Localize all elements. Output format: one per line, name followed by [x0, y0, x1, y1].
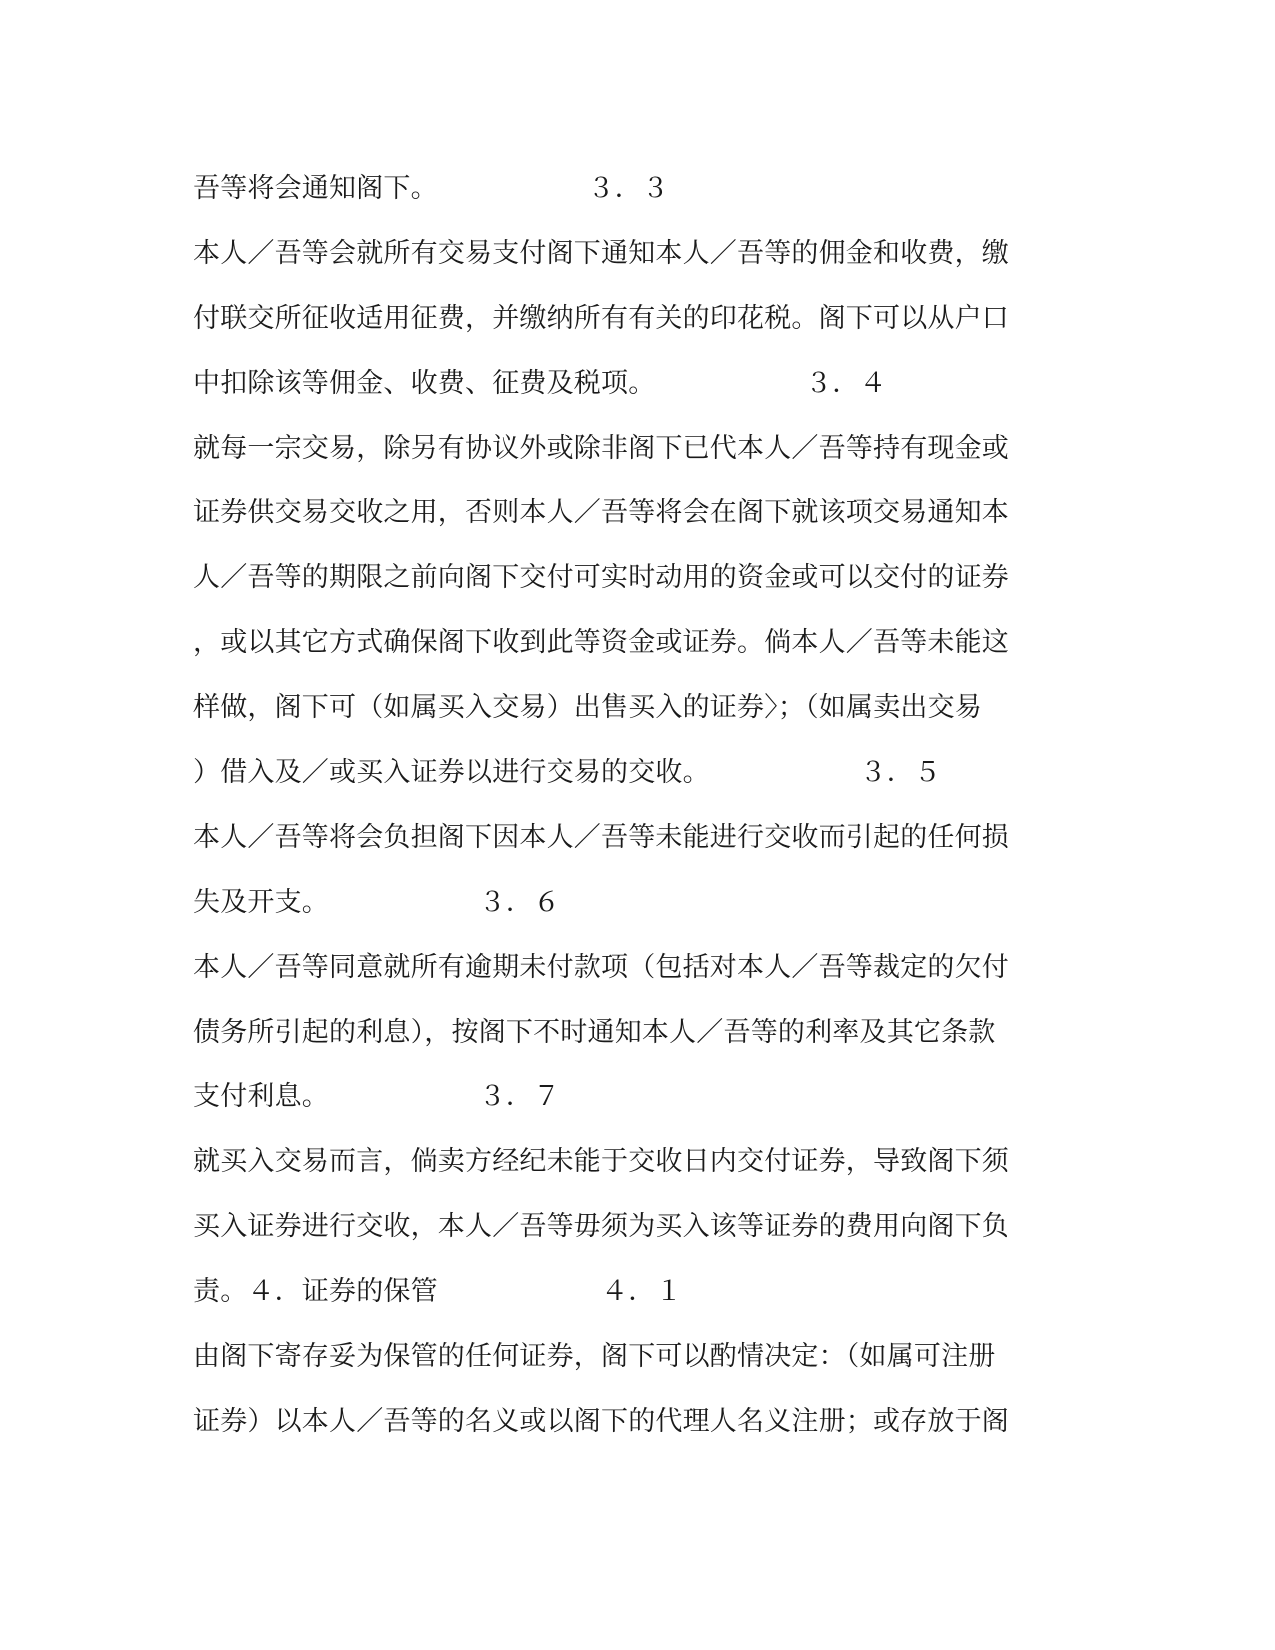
text-line: ，或以其它方式确保阁下收到此等资金或证券。倘本人／吾等未能这	[193, 627, 1009, 659]
text-line: 责。４．证券的保管 ４．１	[193, 1276, 683, 1308]
text-line: 付联交所征收适用征费，并缴纳所有有关的印花税。阁下可以从户口	[193, 302, 1009, 334]
text-line: ）借入及／或买入证券以进行交易的交收。 ３．５	[193, 757, 942, 789]
text-line: 由阁下寄存妥为保管的任何证券，阁下可以酌情决定：（如属可注册	[193, 1341, 996, 1373]
text-line: 中扣除该等佣金、收费、征费及税项。 ３．４	[193, 367, 887, 399]
text-line: 吾等将会通知阁下。 ３．３	[193, 173, 670, 204]
text-line: 人／吾等的期限之前向阁下交付可实时动用的资金或可以交付的证券	[193, 562, 1009, 594]
text-line: 就每一宗交易，除另有协议外或除非阁下已代本人／吾等持有现金或	[193, 432, 1009, 464]
text-line: 本人／吾等将会负担阁下因本人／吾等未能进行交收而引起的任何损	[193, 821, 1009, 853]
text-line: 样做，阁下可（如属买入交易）出售买入的证券〉；（如属卖出交易	[193, 692, 982, 724]
text-line: 支付利息。 ３．７	[193, 1081, 561, 1113]
text-line: 失及开支。 ３．６	[193, 886, 561, 918]
text-line: 证券供交易交收之用，否则本人／吾等将会在阁下就该项交易通知本	[193, 497, 1009, 529]
text-line: 买入证券进行交收，本人／吾等毋须为买入该等证券的费用向阁下负	[193, 1211, 1009, 1243]
text-line: 本人／吾等同意就所有逾期未付款项（包括对本人／吾等裁定的欠付	[193, 951, 1009, 983]
text-line: 本人／吾等会就所有交易支付阁下通知本人／吾等的佣金和收费，缴	[193, 237, 1009, 269]
text-line: 债务所引起的利息），按阁下不时通知本人／吾等的利率及其它条款	[193, 1016, 996, 1048]
text-line: 就买入交易而言，倘卖方经纪未能于交收日内交付证券，导致阁下须	[193, 1146, 1009, 1178]
text-line: 证券）以本人／吾等的名义或以阁下的代理人名义注册；或存放于阁	[193, 1405, 1009, 1437]
body-text	[193, 157, 1073, 1455]
